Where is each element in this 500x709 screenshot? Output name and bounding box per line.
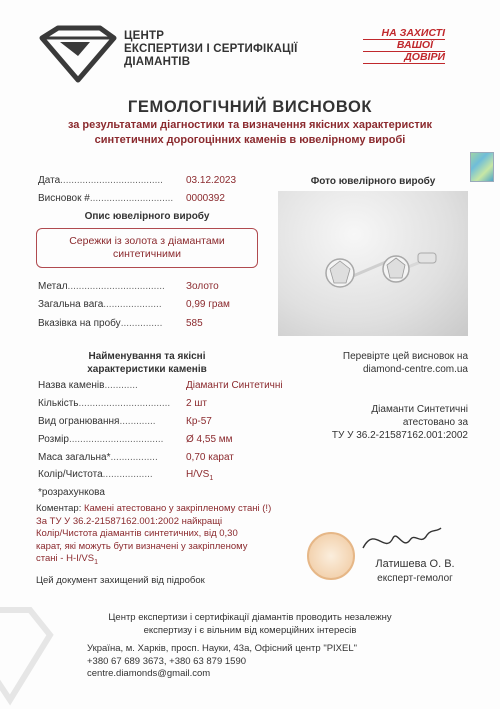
org-line-2: ЕКСПЕРТИЗИ І СЕРТИФІКАЦІЇ bbox=[124, 43, 298, 55]
assay-label: Вказівка на пробу bbox=[38, 318, 121, 329]
stone-name-value: Діаманти Синтетичні bbox=[186, 380, 283, 391]
stamp-line-1: НА ЗАХИСТІ bbox=[363, 28, 445, 40]
stones-title bbox=[36, 350, 258, 376]
footer-line-2: експертизу і є вільним від комерційних інтересів bbox=[143, 624, 357, 636]
footer-line-1: Центр експертизи і сертифікації діамантів проводить незалежну bbox=[108, 612, 392, 623]
cert-line-2: атестовано за bbox=[402, 417, 468, 428]
date-label: Дата bbox=[38, 175, 61, 186]
comment-block bbox=[36, 503, 306, 588]
diamond-logo-icon bbox=[36, 24, 118, 84]
seal-icon bbox=[307, 532, 355, 580]
color-clarity-sub: 1 bbox=[209, 475, 214, 482]
color-clarity-value bbox=[186, 469, 213, 482]
cut-row: Вид огранювання............. Кр-57 bbox=[38, 416, 212, 427]
metal-label: Метал bbox=[38, 281, 68, 292]
protection-note: Цей документ захищений від підробок bbox=[36, 575, 205, 587]
footer-address: Україна, м. Харків, просп. Науки, 43а, Офісний центр "PIXEL" bbox=[87, 643, 358, 654]
date-value: 03.12.2023 bbox=[186, 175, 237, 186]
signature-icon bbox=[355, 520, 445, 560]
expert-role: експерт-гемолог bbox=[377, 573, 453, 584]
verify-website-link[interactable]: diamond-centre.com.ua bbox=[362, 364, 468, 375]
metal-row: Метал................................... Золото bbox=[38, 281, 219, 292]
color-clarity-label: Колір/Чистота bbox=[38, 469, 103, 480]
verify-text: Перевірте цей висновок на bbox=[342, 351, 468, 362]
stone-name-label: Назва каменів bbox=[38, 380, 105, 391]
expert-name: Латишева О. В. bbox=[375, 558, 455, 570]
comment-text-1: Камені атестовано у закріпленому стані (!) bbox=[81, 503, 272, 514]
comment-text-3: Колір/Чистота діамантів синтетичних, від 0,30 bbox=[36, 528, 238, 539]
weight-row: Загальна вага..................... 0,99 грам bbox=[38, 299, 230, 310]
photo-label: Фото ювелірного виробу bbox=[310, 176, 436, 187]
mass-row: Маса загальна*................. 0,70 карат bbox=[38, 452, 234, 463]
stamp-line-3: ДОВІРИ bbox=[363, 52, 445, 64]
document-subtitle bbox=[20, 118, 480, 148]
weight-label: Загальна вага bbox=[38, 299, 104, 310]
certification-block bbox=[290, 403, 468, 442]
number-value: 0000392 bbox=[186, 193, 225, 204]
footer-contacts bbox=[87, 643, 447, 681]
size-value: Ø 4,55 мм bbox=[186, 434, 233, 445]
mass-label: Маса загальна* bbox=[38, 452, 111, 463]
description-box bbox=[36, 228, 258, 268]
assay-row: Вказівка на пробу............... 585 bbox=[38, 318, 203, 329]
subtitle-line-2: синтетичних дорогоцінних каменів в ювелірному виробі bbox=[94, 134, 406, 146]
quantity-row: Кількість................................. 2 шт bbox=[38, 398, 207, 409]
description-title: Опис ювелірного виробу bbox=[84, 211, 210, 222]
organization-name bbox=[124, 30, 298, 69]
footer-phones: +380 67 689 3673, +380 63 879 1590 bbox=[87, 655, 247, 667]
description-line-1: Сережки із золота з діамантами bbox=[69, 235, 225, 247]
decorative-diamond-icon bbox=[0, 590, 60, 709]
size-label: Розмір bbox=[38, 434, 69, 445]
stone-name-row: Назва каменів............ Діаманти Синтетичні bbox=[38, 380, 283, 391]
comment-text-5-sub: 1 bbox=[94, 558, 98, 566]
stones-title-line-1: Найменування та якісні bbox=[88, 351, 206, 362]
size-row: Розмір.................................. Ø 4,55 мм bbox=[38, 434, 233, 445]
hologram-icon bbox=[470, 152, 494, 182]
document-title: ГЕМОЛОГІЧНИЙ ВИСНОВОК bbox=[127, 98, 373, 116]
verify-block bbox=[290, 350, 468, 376]
comment-label: Коментар: bbox=[36, 503, 82, 514]
assay-value: 585 bbox=[186, 318, 203, 329]
org-line-1: ЦЕНТР bbox=[124, 30, 165, 42]
trust-stamp bbox=[363, 28, 445, 64]
quantity-value: 2 шт bbox=[186, 398, 207, 409]
mass-value: 0,70 карат bbox=[186, 452, 234, 463]
color-clarity-row: Колір/Чистота.................. $H/VS_1$ bbox=[38, 469, 214, 482]
number-label: Висновок # bbox=[38, 193, 90, 204]
comment-text-4: карат, які можуть бути визначені у закріпленому bbox=[36, 540, 248, 552]
cut-label: Вид огранювання bbox=[38, 416, 120, 427]
cert-line-3: ТУ У 36.2-21587162.001:2002 bbox=[331, 430, 468, 441]
calculated-note: *розрахункова bbox=[38, 487, 105, 498]
comment-text-2: За ТУ У 36.2-21587162.001:2002 найкращі bbox=[36, 515, 223, 527]
date-row: Дата..................................... 03.12.2023 bbox=[38, 175, 237, 186]
cut-value: Кр-57 bbox=[186, 416, 212, 427]
comment-text-5: стані - H-I/VS bbox=[36, 553, 95, 564]
jewelry-photo bbox=[278, 191, 468, 336]
quantity-label: Кількість bbox=[38, 398, 79, 409]
footer-email-link[interactable]: centre.diamonds@gmail.com bbox=[87, 668, 211, 679]
earrings-image-icon bbox=[278, 191, 468, 336]
number-row: Висновок #.............................. 0000392 bbox=[38, 193, 225, 204]
color-clarity-main: H/VS bbox=[186, 469, 210, 480]
metal-value: Золото bbox=[186, 281, 219, 292]
org-line-3: ДІАМАНТІВ bbox=[124, 56, 191, 68]
stamp-line-2: ВАШОЇ bbox=[363, 40, 445, 52]
weight-value: 0,99 грам bbox=[186, 299, 230, 310]
stones-title-line-2: характеристики каменів bbox=[87, 364, 207, 375]
footer-statement bbox=[80, 612, 420, 637]
cert-line-1: Діаманти Синтетичні bbox=[371, 404, 468, 415]
subtitle-line-1: за результатами діагностики та визначення якісних характеристик bbox=[67, 119, 433, 131]
description-line-2: синтетичними bbox=[113, 248, 181, 260]
